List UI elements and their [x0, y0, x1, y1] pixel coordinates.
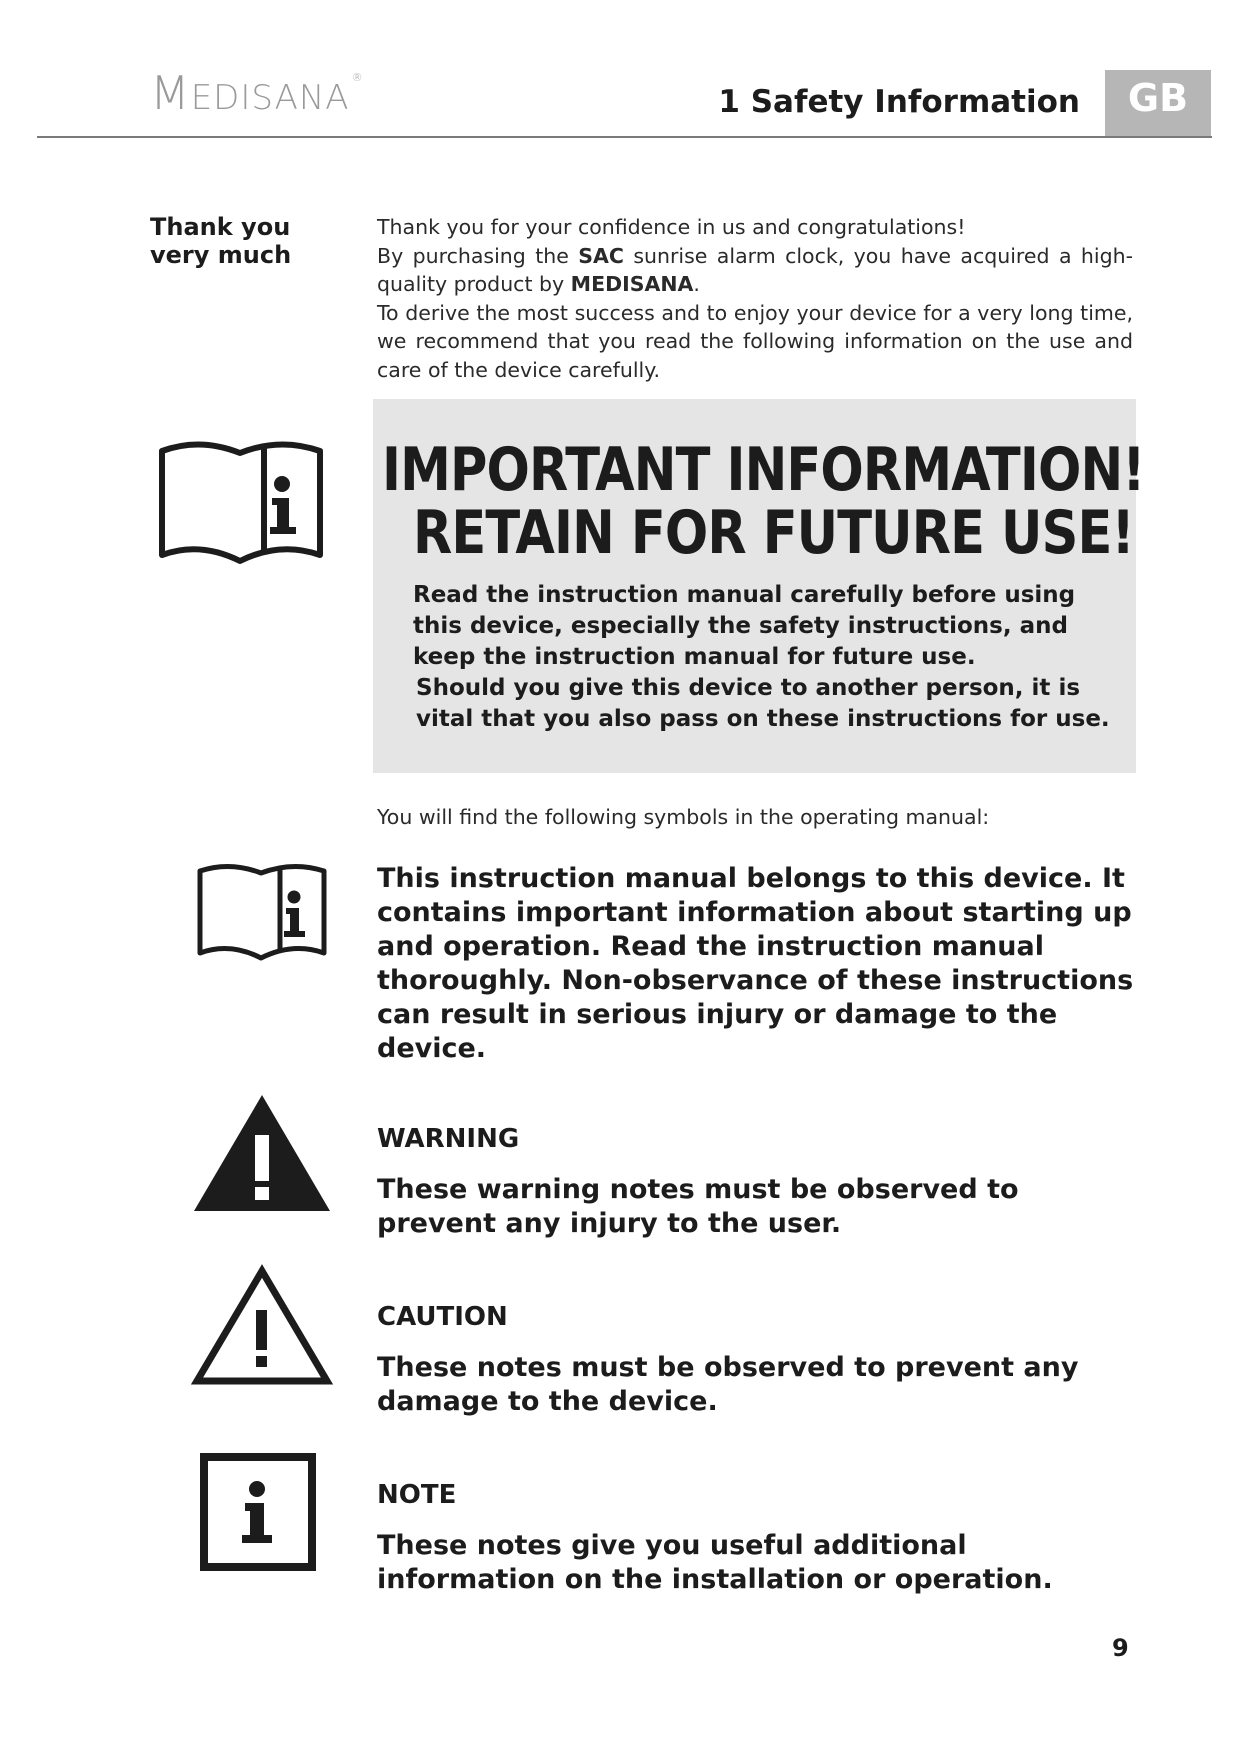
warning-icon	[192, 1093, 332, 1213]
caution-label: CAUTION	[377, 1302, 508, 1332]
instruction-manual-symbol-icon	[197, 865, 327, 963]
note-text: These notes give you useful additional information on the installation or operation.	[377, 1530, 1053, 1595]
warning-text: These warning notes must be observed to prevent any injury to the user.	[377, 1174, 1019, 1239]
symbols-intro: You will find the following symbols in the operating manual:	[377, 805, 990, 829]
thank-you-heading: Thank you very much	[150, 213, 292, 269]
intro-purchase: By purchasing the SAC sunrise alarm clock, you have acquired a high-quality product by MEDISANA.	[377, 243, 1133, 296]
important-paragraph-1: Read the instruction manual carefully before using this device, especially the safety instructions, and keep the instruction manual for future use.	[413, 582, 1076, 670]
retain-title: RETAIN FOR FUTURE USE!	[413, 498, 1134, 568]
intro-line1: Thank you for your confidence in us and congratulations!	[377, 215, 966, 239]
caution-text: These notes must be observed to prevent any damage to the device.	[377, 1352, 1079, 1417]
section-title: 1 Safety Information	[718, 84, 1080, 120]
important-paragraph-2: Should you give this device to another person, it is vital that you also pass on these instructions for use.	[416, 675, 1110, 732]
intro-text	[377, 213, 1133, 384]
page-number: 9	[1112, 1634, 1129, 1662]
note-icon	[200, 1453, 316, 1571]
instruction-manual-icon	[158, 443, 324, 567]
language-tab: GB	[1105, 70, 1211, 138]
important-title: IMPORTANT INFORMATION!	[382, 435, 1145, 505]
intro-recommendation: To derive the most success and to enjoy your device for a very long time, we recommend that you read the following information on the use and care of the device carefully.	[377, 300, 1133, 382]
warning-label: WARNING	[377, 1124, 520, 1154]
note-label: NOTE	[377, 1480, 457, 1510]
manual-symbol-text: This instruction manual belongs to this device. It contains important information about starting up and operation. Read the instruction manual thoroughly. Non-observance of these instructions can result in serious injury or damage to the device.	[377, 863, 1134, 1064]
header-divider	[37, 136, 1212, 138]
caution-icon	[193, 1265, 331, 1385]
brand-logo: MEDISANA®	[150, 66, 364, 120]
